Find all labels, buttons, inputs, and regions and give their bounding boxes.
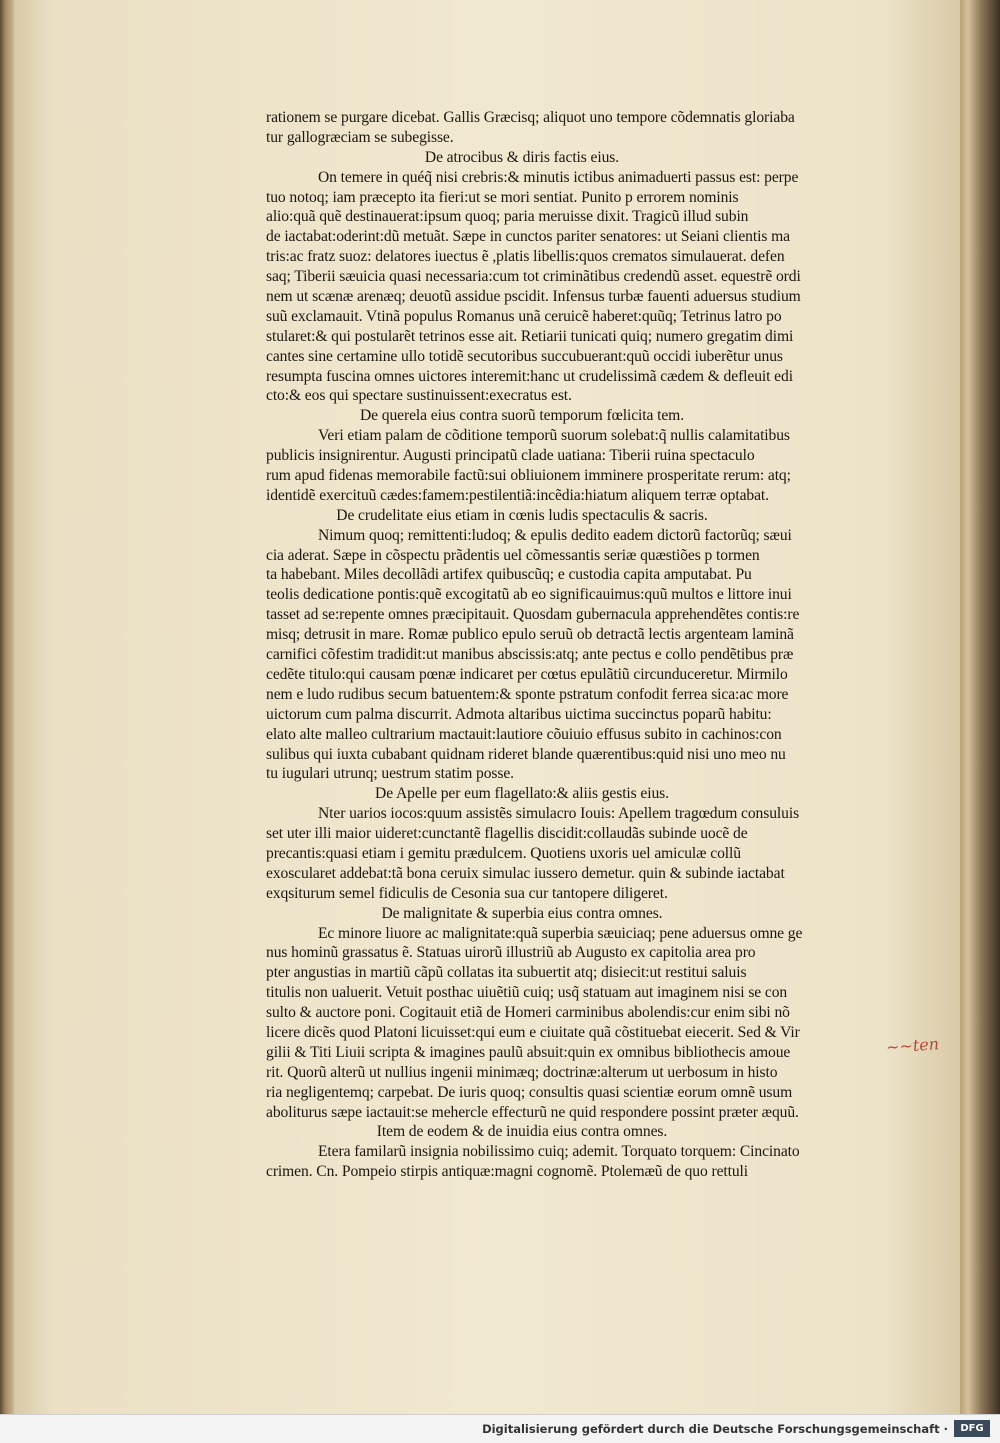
text-line: cto:& eos qui spectare sustinuissent:execratus est. bbox=[266, 387, 572, 405]
text-line: On temere in quéq̃ nisi crebris:& minutis ictibus animaduerti passus est: perpe bbox=[318, 168, 799, 186]
text-line: gilii & Titi Liuii scripta & imagines paulũ absuit:quin ex omnibus bibliothecis amoue bbox=[266, 1043, 791, 1061]
text-line: resumpta fuscina omnes uictores interemit:hanc ut crudelissimã cædem & defleuit edi bbox=[266, 367, 793, 385]
text-line: exoscularet addebat:tã bona ceruix simulac iussero demetur. quin & subinde iactabat bbox=[266, 864, 785, 882]
text-line: precantis:quasi etiam i gemitu prædulcem. Quotiens uxoris uel amiculæ collũ bbox=[266, 844, 741, 862]
text-line: rum apud fidenas memorabile factũ:sui obliuionem imminere prosperitate rerum: atq; bbox=[266, 467, 791, 485]
text-line: Ec minore liuore ac malignitate:quã superbia sæuiciaq; pene aduersus omne ge bbox=[318, 924, 803, 942]
text-line: titulis non ualuerit. Vetuit posthac uiuẽtiũ cuiq; usq̃ statuam aut imaginem nisi se con bbox=[266, 984, 788, 1002]
text-line: saq; Tiberii sæuicia quasi necessaria:cum tot criminãtibus credendũ asset. equestrẽ ordi bbox=[266, 268, 801, 286]
text-line: cantes sine certamine ullo totidẽ secutoribus succubuerant:quũ occidi iuberẽtur unus bbox=[266, 347, 783, 365]
text-line: Etera familarũ insignia nobilissimo cuiq; ademit. Torquato torquem: Cincinato bbox=[318, 1143, 800, 1161]
section-heading: De crudelitate eius etiam in cœnis ludis spectaculis & sacris. bbox=[336, 506, 708, 524]
text-line: alio:quã quẽ destinauerat:ipsum quoq; paria meruisse dixit. Tragicũ illud subin bbox=[266, 208, 749, 226]
section-heading: De malignitate & superbia eius contra omnes. bbox=[381, 904, 663, 922]
text-line: teolis dedicatione pontis:quẽ excogitatũ ab eo significauimus:quũ multos e littore inui bbox=[266, 586, 792, 604]
text-line: cia aderat. Sæpe in cõspectu prãdentis uel cõmessantis seriæ quæstiões p tormen bbox=[266, 546, 760, 564]
text-line: sulibus qui iuxta cubabant quidnam rideret blande quærentibus:quid nisi uno meo nu bbox=[266, 745, 786, 763]
section-heading: De atrocibus & diris factis eius. bbox=[424, 148, 620, 166]
text-line: crimen. Cn. Pompeio stirpis antiquæ:magni cognomẽ. Ptolemæũ de quo rettuli bbox=[266, 1163, 749, 1181]
text-line: tur gallogræciam se subegisse. bbox=[266, 128, 454, 146]
text-line: carnifici cõfestim tradidit:ut manibus abscissis:atq; ante pectus e collo pendẽtibus præ bbox=[266, 646, 794, 664]
text-line: rationem se purgare dicebat. Gallis Græcisq; aliquot uno tempore cõdemnatis gloriaba bbox=[266, 109, 795, 126]
page-stack-edge bbox=[0, 0, 14, 1414]
text-line: publicis insignirentur. Augusti principatũ clade uatiana: Tiberii ruina spectaculo bbox=[266, 447, 755, 465]
text-line: rit. Quorũ alterũ ut nullius ingenii minimæq; doctrinæ:alterum ut uerbosum in histo bbox=[266, 1063, 778, 1081]
text-line: stularet:& qui postularẽt tetrinos esse ait. Retiarii tunicati quiq; numero gregatim dimi bbox=[266, 327, 794, 345]
text-line: pter angustias in martiũ cãpũ collatas ita subuertit atq; disiecit:ut restitui saluis bbox=[266, 964, 747, 982]
dfg-logo-icon: DFG bbox=[954, 1420, 990, 1437]
text-line: tris:ac fratz suoz: delatores iuectus ẽ ,platis libellis:quos crematos simulauerat. defen bbox=[266, 248, 785, 266]
text-line: tu iugulari utrunq; uestrum statim posse. bbox=[266, 765, 514, 783]
text-block bbox=[266, 108, 898, 1182]
text-line: exqsiturum semel fidiculis de Cesonia sua cur tantopere diligeret. bbox=[266, 884, 668, 902]
text-line: elato alte malleo cultrarium mactauit:lautiore cõuiuio effusus subito in cachinos:con bbox=[266, 725, 782, 743]
margin-annotation: ~~ten bbox=[885, 1034, 940, 1057]
text-line: uictorum cum palma discurrit. Admota altaribus uictima succinctus poparũ habitu: bbox=[266, 705, 772, 723]
text-line: nem e ludo rudibus secum batuentem:& sponte pstratum confodit ferrea sica:ac more bbox=[266, 685, 789, 703]
text-line: aboliturus sæpe iactauit:se mehercle effecturũ ne quid respondere possint præter æquũ. bbox=[266, 1103, 799, 1121]
funding-credit: Digitalisierung gefördert durch die Deutsche Forschungsgemeinschaft · bbox=[482, 1422, 948, 1436]
binding-edge bbox=[960, 0, 1000, 1414]
section-heading: De Apelle per eum flagellato:& aliis gestis eius. bbox=[375, 785, 669, 803]
text-line: ria negligentemq; carpebat. De iuris quoq; consultis quasi scientiæ eorum omnẽ usum bbox=[266, 1083, 793, 1101]
text-line: misq; detrusit in mare. Romæ publico epulo seruũ ob detractã lectis argenteam laminã bbox=[266, 626, 794, 644]
text-line: Veri etiam palam de cõditione temporũ suorum solebat:q̃ nullis calamitatibus bbox=[318, 427, 790, 445]
text-line: ta habebant. Miles decollãdi artifex quibuscũq; e custodia capita amputabat. Pu bbox=[266, 566, 752, 584]
text-line: tuo notoq; iam præcepto ita fieri:ut se mori sentiat. Punito p errorem nominis bbox=[266, 188, 739, 206]
text-line: nus hominũ grassatus ẽ. Statuas uirorũ illustriũ ab Augusto ex capitolia area pro bbox=[266, 944, 756, 962]
text-line: Nter uarios iocos:quum assistẽs simulacro Iouis: Apellem tragœdum consuluis bbox=[318, 805, 800, 823]
text-line: Nimum quoq; remittenti:ludoq; & epulis dedito eadem dictorũ factorũq; sæui bbox=[318, 526, 792, 544]
page bbox=[14, 0, 960, 1414]
text-line: sulto & auctore poni. Cogitauit etiã de Homeri carminibus abolendis:cur enim sibi nõ bbox=[266, 1004, 790, 1022]
text-line: cedẽte titulo:qui causam pœnæ indicaret per cœtus epulãtiũ circunduceretur. Mirmilo bbox=[266, 665, 788, 683]
section-heading: De querela eius contra suorũ temporum fœlicita tem. bbox=[360, 407, 684, 425]
text-line: tasset ad se:repente omnes præcipitauit. Quosdam gubernacula apprehendẽtes contis:re bbox=[266, 606, 800, 624]
text-line: licere dicẽs quod Platoni licuisset:qui eum e ciuitate quã cõstituebat eiecerit. Sed & Vir bbox=[266, 1023, 800, 1041]
text-line: de iactabat:oderint:dũ metuãt. Sæpe in cunctos pariter senatores: ut Seiani clientis ma bbox=[266, 228, 790, 246]
text-line: nem ut scænæ arenæq; deuotũ assidue pscidit. Infensus turbæ fauenti aduersus studium bbox=[266, 288, 801, 306]
section-heading: Item de eodem & de inuidia eius contra omnes. bbox=[376, 1123, 668, 1141]
text-line: suũ exclamauit. Vtinã populus Romanus unã ceruicẽ haberet:quũq; Tetrinus latro po bbox=[266, 307, 782, 325]
text-line: identidẽ exercituũ cædes:famem:pestilentiã:incẽdia:hiatum aliquem terræ optabat. bbox=[266, 486, 769, 504]
footer-bar bbox=[0, 1414, 1000, 1443]
text-line: set uter illi maior uideret:cunctantẽ flagellis discidit:collaudãs subinde uocẽ de bbox=[266, 825, 748, 843]
